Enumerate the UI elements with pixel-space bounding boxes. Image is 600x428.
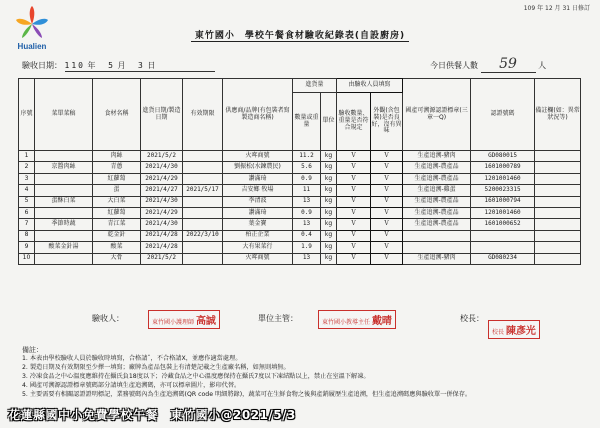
header-trace-label: 國產可溯源認證標章(三章一Q)	[403, 79, 471, 151]
row-arrival: 2021/5/2	[141, 253, 183, 264]
row-qty: 1.9	[293, 242, 321, 253]
row-supplier: 李清波	[223, 196, 293, 207]
row-supplier: 火哖商號	[223, 253, 293, 264]
row-qty: 0.4	[293, 230, 321, 241]
row-seq: 6	[19, 207, 35, 218]
header-qty: 數量或重量	[293, 93, 321, 151]
row-supplier: 葉金寶	[223, 219, 293, 230]
row-trace-label: 生產追溯-雞蛋	[403, 185, 471, 196]
revision-date: 109 年 12 月 31 日修訂	[523, 5, 590, 12]
row-ingredient: 紅蘿蔔	[93, 173, 141, 184]
row-ingredient: 紅蘿蔔	[93, 207, 141, 218]
row-seq: 9	[19, 242, 35, 253]
table-row	[19, 242, 581, 253]
table-row	[19, 253, 581, 264]
row-dish	[35, 173, 93, 184]
row-remark	[535, 219, 581, 230]
row-expiry	[183, 151, 223, 162]
header-cert-no: 認證號碼	[471, 79, 535, 151]
row-dish	[35, 207, 93, 218]
row-check-appearance: V	[371, 230, 403, 241]
row-expiry	[183, 242, 223, 253]
row-ingredient: 大骨	[93, 253, 141, 264]
row-seq: 1	[19, 151, 35, 162]
row-supplier: 讚滿琦	[223, 207, 293, 218]
header-expiry: 有效期限	[183, 79, 223, 151]
row-check-quantity: V	[337, 242, 371, 253]
row-ingredient: 蛋	[93, 185, 141, 196]
row-check-quantity: V	[337, 151, 371, 162]
row-check-quantity: V	[337, 173, 371, 184]
row-trace-label: 生產追溯-農產品	[403, 173, 471, 184]
row-trace-label: 生產追溯-農產品	[403, 196, 471, 207]
serving-count: 今日供餐人數 59 人	[430, 56, 547, 72]
row-dish	[35, 185, 93, 196]
row-trace-label	[403, 230, 471, 241]
row-expiry: 2021/5/17	[183, 185, 223, 196]
row-remark	[535, 151, 581, 162]
row-expiry	[183, 207, 223, 218]
row-qty: 5.6	[293, 162, 321, 173]
header-arrival: 進貨日期/製造日期	[141, 79, 183, 151]
row-check-appearance: V	[371, 207, 403, 218]
row-seq: 10	[19, 253, 35, 264]
row-dish: 京醬肉絲	[35, 162, 93, 173]
row-dish: 酸菜金針湯	[35, 242, 93, 253]
table-row	[19, 151, 581, 162]
row-check-appearance: V	[371, 253, 403, 264]
row-expiry	[183, 196, 223, 207]
row-check-quantity: V	[337, 196, 371, 207]
row-cert-no: GD080015	[471, 151, 535, 162]
row-remark	[535, 162, 581, 173]
row-seq: 4	[19, 185, 35, 196]
header-unit: 單位	[321, 93, 337, 151]
row-trace-label: 生產追溯-農產品	[403, 207, 471, 218]
row-unit: kg	[321, 242, 337, 253]
row-cert-no: 1601000794	[471, 196, 535, 207]
inspector-stamp: 東竹國小護理師 高誠	[148, 310, 220, 329]
document-title: 東竹國小 學校午餐食材驗收紀錄表(自設廚房)	[0, 28, 600, 41]
row-unit: kg	[321, 207, 337, 218]
row-seq: 3	[19, 173, 35, 184]
row-check-quantity: V	[337, 253, 371, 264]
row-qty: 11	[293, 185, 321, 196]
row-qty: 0.9	[293, 173, 321, 184]
row-arrival: 2021/4/29	[141, 207, 183, 218]
header-stock: 進貨量	[293, 79, 337, 93]
row-cert-no: 1601000789	[471, 162, 535, 173]
row-unit: kg	[321, 196, 337, 207]
table-row	[19, 173, 581, 184]
photo-caption: 花蓮縣國中小免費學校午餐 東竹國小@2021/5/3	[8, 408, 296, 422]
table-row	[19, 230, 581, 241]
row-unit: kg	[321, 253, 337, 264]
row-arrival: 2021/4/28	[141, 242, 183, 253]
row-expiry	[183, 219, 223, 230]
row-unit: kg	[321, 162, 337, 173]
row-unit: kg	[321, 185, 337, 196]
row-remark	[535, 207, 581, 218]
row-remark	[535, 253, 581, 264]
row-ingredient: 青江菜	[93, 219, 141, 230]
notes-heading: 備註：	[22, 346, 43, 354]
row-ingredient: 酸菜	[93, 242, 141, 253]
row-seq: 2	[19, 162, 35, 173]
unit-head-stamp: 東竹國小教導主任 戴晴	[318, 310, 396, 329]
row-unit: kg	[321, 173, 337, 184]
row-cert-no	[471, 242, 535, 253]
row-supplier: 火哖商號	[223, 151, 293, 162]
row-check-quantity: V	[337, 185, 371, 196]
row-unit: kg	[321, 219, 337, 230]
header-check-quantity: 驗收數量、重量是否符合規定	[337, 93, 371, 151]
row-expiry: 2022/3/10	[183, 230, 223, 241]
row-remark	[535, 196, 581, 207]
header-inspector: 由驗收人員填寫	[337, 79, 403, 93]
row-cert-no: 5200023315	[471, 185, 535, 196]
row-qty: 13	[293, 196, 321, 207]
note-item: 1. 本表由學校驗收人員於驗收時填寫，合格請ˇ，不合格請X，並應作適當處理。	[22, 355, 242, 363]
row-check-appearance: V	[371, 219, 403, 230]
row-supplier: 讚滿琦	[223, 173, 293, 184]
receive-date: 驗收日期： 110 年 5 月 3 日	[22, 60, 215, 72]
row-remark	[535, 173, 581, 184]
note-item: 3. 冷凍食品之中心溫度應維持在攝氏負18度以下；冷藏食品之中心溫度應保持在攝氏7度以下凍結點以上，禁止在室溫下解凍。	[22, 373, 370, 381]
row-arrival: 2021/4/29	[141, 173, 183, 184]
table-row	[19, 207, 581, 218]
row-cert-no: GD080234	[471, 253, 535, 264]
row-expiry	[183, 162, 223, 173]
row-expiry	[183, 253, 223, 264]
row-qty: 13	[293, 253, 321, 264]
header-remark: 備註欄(如：異常狀況等)	[535, 79, 581, 151]
row-unit: kg	[321, 230, 337, 241]
row-ingredient: 肉絲	[93, 151, 141, 162]
row-dish	[35, 151, 93, 162]
row-seq: 5	[19, 196, 35, 207]
row-ingredient: 乾金針	[93, 230, 141, 241]
row-arrival: 2021/4/30	[141, 196, 183, 207]
row-cert-no	[471, 230, 535, 241]
row-cert-no: 1201001460	[471, 173, 535, 184]
row-remark	[535, 230, 581, 241]
row-seq: 8	[19, 230, 35, 241]
unit-head-label: 單位主管：	[258, 314, 298, 323]
note-item: 4. 國產可溯源認證標章號碼部分請填生產追溯碼，亦可以標章圖片，影印代替。	[22, 382, 241, 390]
row-check-appearance: V	[371, 242, 403, 253]
principal-stamp: 校長 陳彥光	[488, 320, 540, 339]
table-row	[19, 185, 581, 196]
row-dish	[35, 253, 93, 264]
header-check-appearance: 外觀(含包裝)是否良好，沒有異味	[371, 93, 403, 151]
row-remark	[535, 185, 581, 196]
row-check-quantity: V	[337, 219, 371, 230]
header-ingredient: 食材名稱	[93, 79, 141, 151]
row-check-appearance: V	[371, 173, 403, 184]
row-dish: 季節時蔬	[35, 219, 93, 230]
row-check-quantity: V	[337, 230, 371, 241]
row-remark	[535, 242, 581, 253]
table-row	[19, 162, 581, 173]
row-cert-no: 1601000652	[471, 219, 535, 230]
row-seq: 7	[19, 219, 35, 230]
row-check-appearance: V	[371, 151, 403, 162]
row-unit: kg	[321, 151, 337, 162]
header-supplier: 供應商/品牌(有包裝者寫製造商名稱)	[223, 79, 293, 151]
row-arrival: 2021/4/27	[141, 185, 183, 196]
row-trace-label: 生產追溯-豬肉	[403, 253, 471, 264]
row-expiry	[183, 173, 223, 184]
row-arrival: 2021/4/30	[141, 219, 183, 230]
header-dish: 菜單菜稿	[35, 79, 93, 151]
row-supplier: 劉振松(水鍊農民)	[223, 162, 293, 173]
header-seq: 序號	[19, 79, 35, 151]
row-qty: 11.2	[293, 151, 321, 162]
principal-label: 校長：	[460, 314, 484, 323]
row-dish	[35, 230, 93, 241]
row-trace-label: 生產追溯-農產品	[403, 219, 471, 230]
row-supplier: 吉安鄉 牧場	[223, 185, 293, 196]
row-qty: 0.9	[293, 207, 321, 218]
row-cert-no: 1201001460	[471, 207, 535, 218]
row-ingredient: 大白菜	[93, 196, 141, 207]
row-qty: 13	[293, 219, 321, 230]
row-check-appearance: V	[371, 162, 403, 173]
table-row	[19, 219, 581, 230]
row-supplier: 柏正企業	[223, 230, 293, 241]
row-trace-label	[403, 242, 471, 253]
row-trace-label: 生產追溯-豬肉	[403, 151, 471, 162]
row-check-quantity: V	[337, 207, 371, 218]
row-dish: 蛋酥白菜	[35, 196, 93, 207]
row-supplier: 大有果菜行	[223, 242, 293, 253]
inspector-label: 驗收人：	[92, 314, 124, 323]
note-item: 5. 主要需要有相關認證證明標記，業務號碼內為生產追溯碼(QR code 明細將錄)，蔬菜可在生鮮食物之後與產銷履歷生產追溯，但生產追溯碼應與驗收單一併保存。	[22, 391, 472, 399]
row-check-quantity: V	[337, 162, 371, 173]
notes-section	[22, 345, 582, 400]
row-check-appearance: V	[371, 196, 403, 207]
row-check-appearance: V	[371, 185, 403, 196]
row-trace-label: 生產追溯-農產品	[403, 162, 471, 173]
table-row	[19, 196, 581, 207]
row-arrival: 2021/5/2	[141, 151, 183, 162]
row-ingredient: 青蔥	[93, 162, 141, 173]
inspection-table	[18, 78, 581, 265]
row-arrival: 2021/4/28	[141, 230, 183, 241]
note-item: 2. 製造日期及有效期限至少擇一填寫；廠牌為產品包裝上有清楚記載之生產廠名稱，如無則填無。	[22, 364, 290, 372]
row-arrival: 2021/4/30	[141, 162, 183, 173]
logo-text: Hualien	[17, 42, 47, 51]
